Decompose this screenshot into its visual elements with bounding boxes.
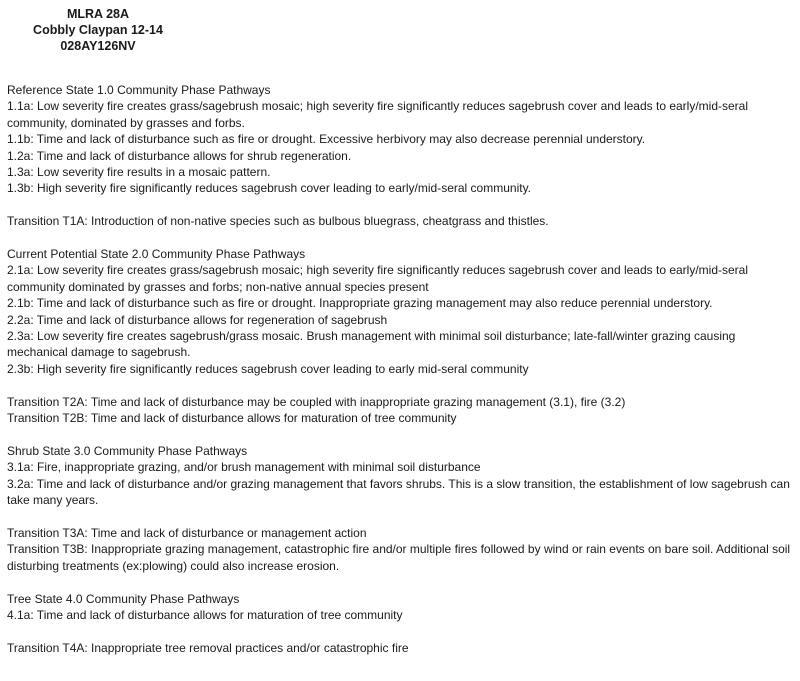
pathway-line: 1.2a: Time and lack of disturbance allows for shrub regeneration. bbox=[7, 148, 352, 163]
pathway-descriptions bbox=[7, 82, 795, 656]
transition-line: Transition T1A: Introduction of non-native species such as bulbous bluegrass, cheatgrass and thistles. bbox=[7, 214, 549, 229]
current-potential-state-block bbox=[7, 246, 795, 377]
pathway-line: 2.1b: Time and lack of disturbance such as fire or drought. Inappropriate grazing management may also reduce perennial understory. bbox=[7, 296, 713, 311]
pathway-line: 4.1a: Time and lack of disturbance allows for maturation of tree community bbox=[7, 607, 403, 622]
transition-line: Transition T2B: Time and lack of disturbance allows for maturation of tree community bbox=[7, 411, 457, 426]
pathway-line: 3.1a: Fire, inappropriate grazing, and/or brush management with minimal soil disturbance bbox=[7, 460, 481, 475]
section-heading: Shrub State 3.0 Community Phase Pathways bbox=[7, 443, 248, 458]
transition-t1-block bbox=[7, 213, 795, 229]
transition-t2-block bbox=[7, 394, 795, 427]
document-header bbox=[0, 6, 196, 54]
transition-line: Transition T3A: Time and lack of disturbance or management action bbox=[7, 525, 367, 540]
mlra-title: MLRA 28A bbox=[66, 7, 130, 21]
pathway-line: 1.3a: Low severity fire results in a mosaic pattern. bbox=[7, 165, 271, 180]
site-name: Cobbly Claypan 12-14 bbox=[33, 23, 163, 37]
section-heading: Reference State 1.0 Community Phase Pathways bbox=[7, 83, 271, 97]
section-heading: Tree State 4.0 Community Phase Pathways bbox=[7, 591, 240, 606]
site-id: 028AY126NV bbox=[60, 39, 136, 53]
pathway-line: 2.3b: High severity fire significantly reduces sagebrush cover leading to early mid-seral community bbox=[7, 361, 529, 376]
transition-line: Transition T4A: Inappropriate tree removal practices and/or catastrophic fire bbox=[7, 640, 409, 655]
reference-state-block bbox=[7, 82, 795, 197]
transition-t4-block bbox=[7, 640, 795, 656]
pathway-line: 1.1a: Low severity fire creates grass/sagebrush mosaic; high severity fire significantly reduces sagebrush cover and leads to early/mid-seral community, dominated by grasses and forbs. bbox=[7, 99, 749, 130]
tree-state-block bbox=[7, 591, 795, 624]
pathway-line: 3.2a: Time and lack of disturbance and/or grazing management that favors shrubs. This is a slow transition, the establishment of low sagebrush can take many years. bbox=[7, 476, 790, 508]
transition-t3-block bbox=[7, 525, 795, 574]
shrub-state-block bbox=[7, 443, 795, 509]
pathway-line: 2.1a: Low severity fire creates grass/sagebrush mosaic; high severity fire significantly reduces sagebrush cover and leads to early/mid-seral community dominated by grasses and forbs; non-native annual species present bbox=[7, 263, 749, 294]
section-heading: Current Potential State 2.0 Community Phase Pathways bbox=[7, 247, 306, 262]
pathway-line: 1.1b: Time and lack of disturbance such as fire or drought. Excessive herbivory may also decrease perennial understory. bbox=[7, 132, 646, 147]
pathway-line: 2.2a: Time and lack of disturbance allows for regeneration of sagebrush bbox=[7, 312, 388, 327]
transition-line: Transition T3B: Inappropriate grazing management, catastrophic fire and/or multiple fires followed by wind or rain events on bare soil. Additional soil disturbing treatments (ex:plowing) could also increase erosion. bbox=[7, 542, 791, 573]
pathway-line: 2.3a: Low severity fire creates sagebrush/grass mosaic. Brush management with minimal soil disturbance; late-fall/winter grazing causing mechanical damage to sagebrush. bbox=[7, 329, 736, 360]
transition-line: Transition T2A: Time and lack of disturbance may be coupled with inappropriate grazing management (3.1), fire (3.2) bbox=[7, 394, 626, 409]
pathway-line: 1.3b: High severity fire significantly reduces sagebrush cover leading to early/mid-seral community. bbox=[7, 181, 532, 196]
